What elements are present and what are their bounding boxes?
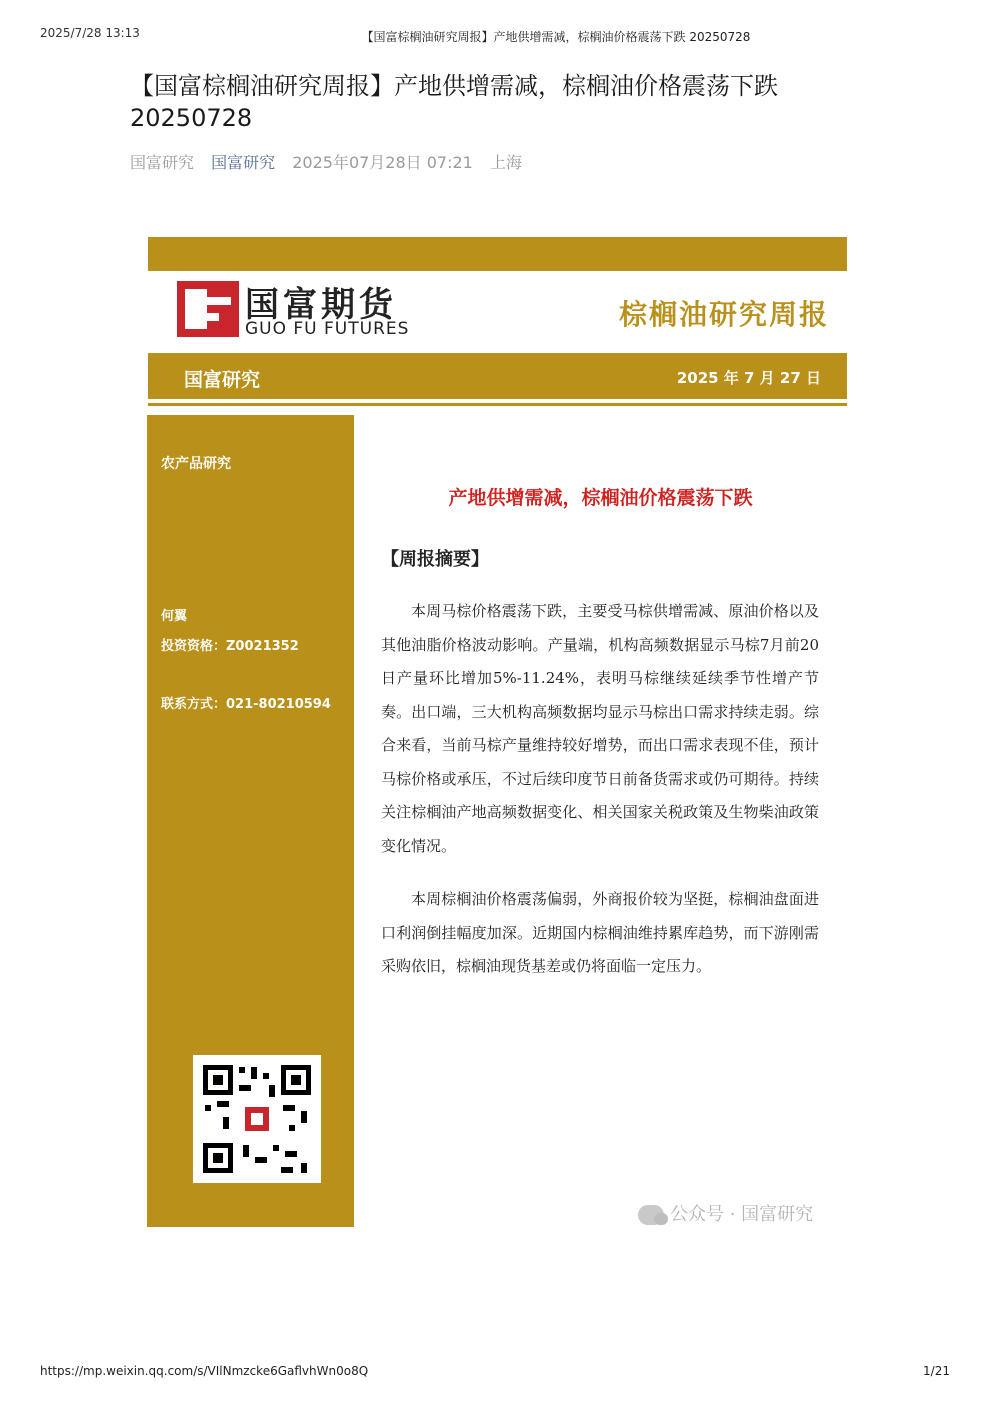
sidebar-category: 农产品研究 bbox=[161, 456, 231, 472]
report-headline: 产地供增需减，棕榈油价格震荡下跌 bbox=[448, 487, 753, 509]
summary-paragraph-1: 本周马棕价格震荡下跌，主要受马棕供增需减、原油价格以及其他油脂价格波动影响。产量端，机构高频数据显示马棕7月前20日产量环比增加5%-11.24%，表明马棕继续延续季节性增产节奏。出口端，三大机构高频数据均显示马棕出口需求持续走弱。综合来看，当前马棕产量维持较好增势，而出口需求表现不佳，预计马棕价格或承压，不过后续印度节日前备货需求或仍可期待。持续关注棕榈油产地高频数据变化、相关国家关税政策及生物柴油政策变化情况。 bbox=[381, 602, 819, 855]
sidebar-contact: 联系方式：021-80210594 bbox=[161, 697, 331, 712]
header-line bbox=[148, 403, 847, 406]
sidebar-qualification: 投资资格：Z0021352 bbox=[161, 639, 299, 654]
report-name: 棕榈油研究周报 bbox=[618, 298, 829, 331]
report-image bbox=[147, 237, 847, 1227]
print-datetime: 2025/7/28 13:13 bbox=[40, 26, 140, 40]
article-title: 【国富棕榈油研究周报】产地供增需减，棕榈油价格震荡下跌20250728 bbox=[130, 72, 778, 132]
logo-en: GUO FU FUTURES bbox=[245, 319, 410, 339]
print-url: https://mp.weixin.qq.com/s/VIlNmzcke6GaflvhWn0o8Q bbox=[40, 1364, 369, 1378]
header-bar bbox=[148, 353, 847, 399]
summary-paragraph-2: 本周棕榈油价格震荡偏弱，外商报价较为坚挺，棕榈油盘面进口利润倒挂幅度加深。近期国内棕榈油维持累库趋势，而下游刚需采购依旧，棕榈油现货基差或仍将面临一定压力。 bbox=[381, 890, 819, 975]
header-left: 国富研究 bbox=[184, 369, 261, 391]
source-label: 公众号 · 国富研究 bbox=[670, 1204, 814, 1225]
print-title: 【国富棕榈油研究周报】产地供增需减，棕榈油价格震荡下跌 20250728 bbox=[361, 30, 751, 44]
source-watermark bbox=[638, 1200, 813, 1226]
sidebar bbox=[147, 415, 354, 1227]
logo-mark-icon bbox=[177, 281, 239, 337]
article-meta bbox=[130, 150, 534, 173]
top-band bbox=[148, 237, 847, 271]
print-page-number: 1/21 bbox=[923, 1364, 950, 1378]
author: 国富研究 bbox=[130, 153, 195, 172]
qr-code-icon bbox=[193, 1055, 321, 1183]
account-link[interactable]: 国富研究 bbox=[211, 153, 276, 172]
wechat-icon bbox=[638, 1205, 664, 1225]
logo-cn: 国富期货 bbox=[245, 285, 397, 325]
location: 上海 bbox=[489, 153, 522, 172]
publish-datetime: 2025年07月28日 07:21 bbox=[292, 153, 473, 172]
header-date: 2025 年 7 月 27 日 bbox=[676, 369, 821, 387]
summary-title: 【周报摘要】 bbox=[381, 549, 489, 570]
sidebar-analyst: 何翼 bbox=[161, 609, 188, 624]
